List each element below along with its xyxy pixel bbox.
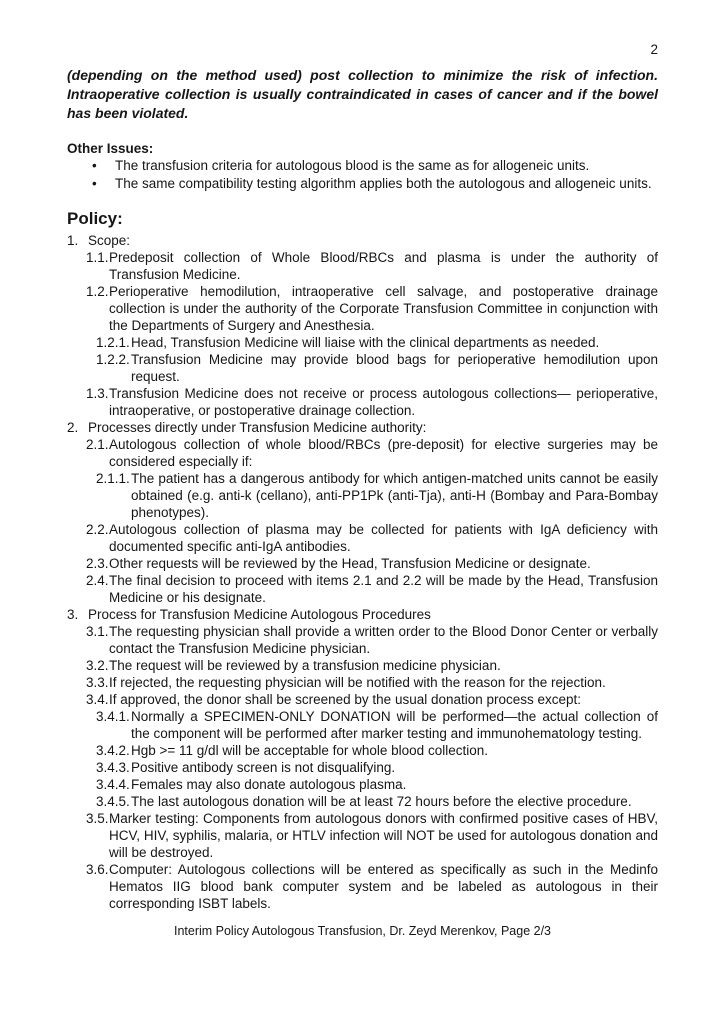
outline-item-text: Other requests will be reviewed by the Head, Transfusion Medicine or designate.: [109, 556, 591, 571]
policy-outline-item: [67, 232, 658, 249]
outline-item-number: 1.: [67, 233, 79, 248]
outline-item-number: 2.1.: [86, 437, 109, 452]
outline-item-text: Computer: Autologous collections will be entered as specifically as such in the Medinfo Hematos IIG blood bank computer system and be labeled as autologous in their corresponding ISBT labels.: [109, 862, 658, 911]
policy-outline-item: [96, 351, 658, 385]
outline-item-text: Predeposit collection of Whole Blood/RBCs and plasma is under the authority of Transfusion Medicine.: [109, 250, 658, 282]
outline-item-text: Scope:: [88, 233, 131, 248]
outline-item-number: 2.1.1.: [96, 471, 130, 486]
outline-item-number: 3.4.1.: [96, 709, 130, 724]
outline-item-text: Normally a SPECIMEN-ONLY DONATION will be performed—the actual collection of the component will be performed after marker testing and immunohematology testing.: [131, 709, 658, 741]
outline-item-number: 3.4.3.: [96, 760, 130, 775]
outline-item-number: 3.1.: [86, 624, 109, 639]
policy-outline-item: [86, 861, 658, 912]
policy-outline-item: [96, 793, 658, 810]
outline-item-number: 3.2.: [86, 658, 109, 673]
outline-item-number: 3.4.2.: [96, 743, 130, 758]
outline-item-number: 1.2.2.: [96, 352, 130, 367]
policy-outline-item: [67, 606, 658, 623]
outline-item-text: Transfusion Medicine does not receive or process autologous collections— perioperative, intraoperative, or postoperative drainage collection.: [109, 386, 658, 418]
policy-outline-item: [67, 419, 658, 436]
policy-outline-item: [86, 249, 658, 283]
policy-outline-item: [96, 776, 658, 793]
outline-item-text: The final decision to proceed with items 2.1 and 2.2 will be made by the Head, Transfusion Medicine or his designate.: [109, 573, 658, 605]
policy-outline-item: [86, 385, 658, 419]
policy-outline-item: [86, 674, 658, 691]
outline-item-number: 1.2.1.: [96, 335, 130, 350]
outline-item-text: Positive antibody screen is not disqualifying.: [131, 760, 396, 775]
outline-item-number: 2.: [67, 420, 79, 435]
outline-item-number: 3.4.4.: [96, 777, 130, 792]
policy-outline: [67, 232, 658, 912]
outline-item-number: 3.5.: [86, 811, 109, 826]
outline-item-number: 3.6.: [86, 862, 109, 877]
outline-item-number: 3.3.: [86, 675, 109, 690]
outline-item-text: If rejected, the requesting physician will be notified with the reason for the rejection.: [109, 675, 606, 690]
policy-outline-item: [96, 470, 658, 521]
outline-item-number: 1.3.: [86, 386, 109, 401]
policy-outline-item: [86, 555, 658, 572]
policy-outline-item: [96, 759, 658, 776]
list-item: [92, 175, 658, 193]
policy-outline-item: [86, 691, 658, 708]
outline-item-text: The request will be reviewed by a transfusion medicine physician.: [109, 658, 501, 673]
bullet-text: The same compatibility testing algorithm applies both the autologous and allogeneic units.: [115, 175, 652, 191]
outline-item-text: Autologous collection of whole blood/RBCs (pre-deposit) for elective surgeries may be considered especially if:: [109, 437, 658, 469]
policy-outline-item: [86, 436, 658, 470]
outline-item-text: The requesting physician shall provide a written order to the Blood Donor Center or verbally contact the Transfusion Medicine physician.: [109, 624, 658, 656]
outline-item-number: 3.4.: [86, 692, 109, 707]
bullet-icon: •: [92, 175, 97, 191]
outline-item-text: Processes directly under Transfusion Medicine authority:: [88, 420, 427, 435]
outline-item-number: 3.4.5.: [96, 794, 130, 809]
list-item: [92, 157, 658, 175]
policy-heading: Policy:: [67, 209, 123, 228]
bullet-text: The transfusion criteria for autologous blood is the same as for allogeneic units.: [115, 158, 590, 173]
policy-outline-item: [86, 283, 658, 334]
outline-item-text: Hgb >= 11 g/dl will be acceptable for whole blood collection.: [131, 743, 488, 758]
outline-item-text: The patient has a dangerous antibody for which antigen-matched units cannot be easily obtained (e.g. anti-k (cellano), anti-PP1Pk (anti-Tja), anti-H (Bombay and Para-Bombay phenotypes).: [131, 471, 658, 520]
outline-item-text: The last autologous donation will be at least 72 hours before the elective procedure.: [131, 794, 632, 809]
outline-item-number: 3.: [67, 607, 79, 622]
outline-item-number: 2.4.: [86, 573, 109, 588]
page-number: 2: [650, 42, 658, 57]
policy-outline-item: [86, 521, 658, 555]
policy-outline-item: [86, 810, 658, 861]
policy-outline-item: [96, 708, 658, 742]
outline-item-text: Marker testing: Components from autologous donors with confirmed positive cases of HBV, HCV, HIV, syphilis, malaria, or HTLV infection will NOT be used for autologous donation and will be destroyed.: [109, 811, 658, 860]
outline-item-number: 1.2.: [86, 284, 109, 299]
outline-item-text: Transfusion Medicine may provide blood bags for perioperative hemodilution upon request.: [131, 352, 658, 384]
policy-outline-item: [96, 334, 658, 351]
outline-item-text: Process for Transfusion Medicine Autologous Procedures: [88, 607, 431, 622]
outline-item-text: If approved, the donor shall be screened by the usual donation process except:: [109, 692, 582, 707]
page-footer: Interim Policy Autologous Transfusion, Dr. Zeyd Merenkov, Page 2/3: [173, 924, 552, 938]
outline-item-number: 2.2.: [86, 522, 109, 537]
other-issues-heading: Other Issues:: [67, 141, 154, 156]
outline-item-number: 2.3.: [86, 556, 109, 571]
policy-outline-item: [96, 742, 658, 759]
outline-item-text: Perioperative hemodilution, intraoperative cell salvage, and postoperative drainage collection is under the authority of the Corporate Transfusion Committee in conjunction with the Departments of Surgery and Anesthesia.: [109, 284, 658, 333]
outline-item-text: Head, Transfusion Medicine will liaise with the clinical departments as needed.: [131, 335, 600, 350]
outline-item-text: Autologous collection of plasma may be collected for patients with IgA deficiency with documented specific anti-IgA antibodies.: [109, 522, 658, 554]
intro-paragraph: (depending on the method used) post collection to minimize the risk of infection. Intraoperative collection is usually contraindicated in cases of cancer and if the bowel has been violated.: [67, 67, 658, 121]
policy-outline-item: [86, 572, 658, 606]
outline-item-text: Females may also donate autologous plasma.: [131, 777, 407, 792]
outline-item-number: 1.1.: [86, 250, 109, 265]
other-issues-list: [67, 157, 658, 192]
bullet-icon: •: [92, 158, 97, 173]
policy-outline-item: [86, 657, 658, 674]
policy-outline-item: [86, 623, 658, 657]
